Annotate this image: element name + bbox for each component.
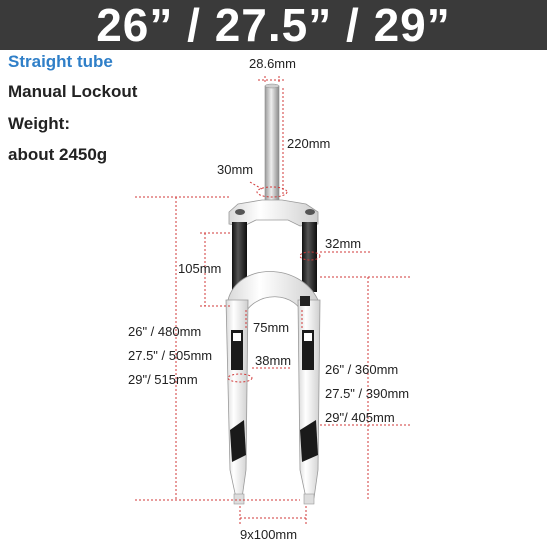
axle-to-crown-26: 26" / 480mm (128, 324, 202, 339)
lower-length-275: 27.5" / 390mm (325, 386, 410, 401)
axle-spec-label: 9x100mm (240, 527, 298, 542)
tube-type-text: Straight tube (8, 52, 113, 71)
steerer-length-label: 220mm (287, 136, 331, 151)
weight-value: about 2450g (8, 145, 108, 164)
size-header: 26” / 27.5” / 29” (0, 0, 547, 50)
lower-diameter-label: 38mm (255, 353, 292, 368)
axle-to-crown-29: 29"/ 515mm (128, 372, 198, 387)
steerer-diameter-label: 28.6mm (249, 56, 296, 71)
travel-label: 105mm (178, 261, 222, 276)
crown-race-label: 30mm (217, 162, 254, 177)
steerer-tube (265, 84, 279, 202)
lower-length-26: 26" / 360mm (325, 362, 399, 377)
axle-to-crown-275: 27.5" / 505mm (128, 348, 213, 363)
lower-length-29: 29"/ 405mm (325, 410, 395, 425)
weight-label: Weight: (8, 114, 71, 133)
lockout-text: Manual Lockout (8, 82, 138, 101)
inner-width-label: 75mm (253, 320, 290, 335)
stanchion-diameter-label: 32mm (325, 236, 362, 251)
